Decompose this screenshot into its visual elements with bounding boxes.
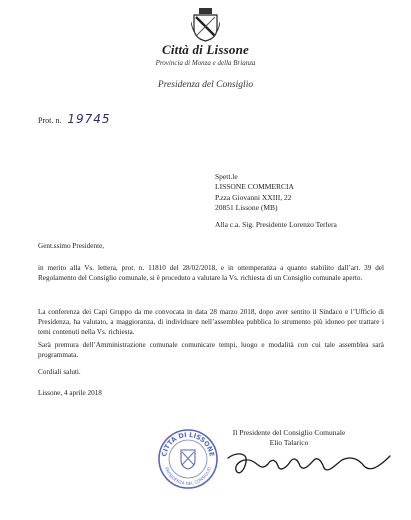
salutation: Gent.ssimo Presidente, [38,242,105,250]
signatory [224,428,354,448]
recipient-line: P.zza Giovanni XXIII, 22 [215,192,292,202]
svg-text:CITTÀ DI LISSONE [160,431,216,457]
signatory-name: Elio Talarico [269,438,309,447]
recipient-line: LISSONE COMMERCIA [215,182,294,192]
paragraph: Sarà premura dell’Amministrazione comunale comunicare tempi, luogo e modalità con cui tale assemblea sarà programmata. [38,341,384,359]
recipient-address [215,172,294,214]
handwritten-signature [224,448,394,478]
office-name: Presidenza del Consiglio [157,80,254,90]
recipient-line: 20851 Lissone (MB) [215,203,278,213]
protocol-label: Prot. n. [38,116,62,125]
city-name: Città di Lissone [162,42,249,57]
recipient-line: Spett.le [215,172,238,181]
stamp-text-bottom: PRESIDENZA DEL CONSIGLIO [164,466,213,487]
paragraph: in merito alla Vs. lettera, prot. n. 11810 del 28/02/2018, e in ottemperanza a quanto stabilito dall’art. 39 del Regolamento del Consiglio comunale, si è proceduto a valutare la Vs. richiesta di un Consiglio comunale aperto. [38,264,384,282]
stamp-text-top: CITTÀ DI LISSONE [160,430,216,458]
paragraph: La conferenza dei Capi Gruppo da me convocata in data 28 marzo 2018, dopo aver sentito il Sindaco e l’Ufficio di Presidenza, ha valutato, a maggioranza, di individuare nell’assemblea pubblica lo strumento più idoneo per trattare i temi contenuti nella Vs. richiesta. [38,308,384,336]
official-stamp-icon [157,428,219,490]
province-name: Provincia di Monza e della Brianza [155,59,256,67]
recipient-attention: Alla c.a. Sig. Presidente Lorenzo Terlera [215,220,337,229]
city-crest-icon [191,8,220,42]
protocol [38,112,111,126]
closing: Cordiali saluti. [38,368,81,376]
signatory-title: Il Presidente del Consiglio Comunale [232,428,346,437]
place-date: Lissone, 4 aprile 2018 [38,389,102,397]
protocol-number: 19745 [67,112,111,126]
